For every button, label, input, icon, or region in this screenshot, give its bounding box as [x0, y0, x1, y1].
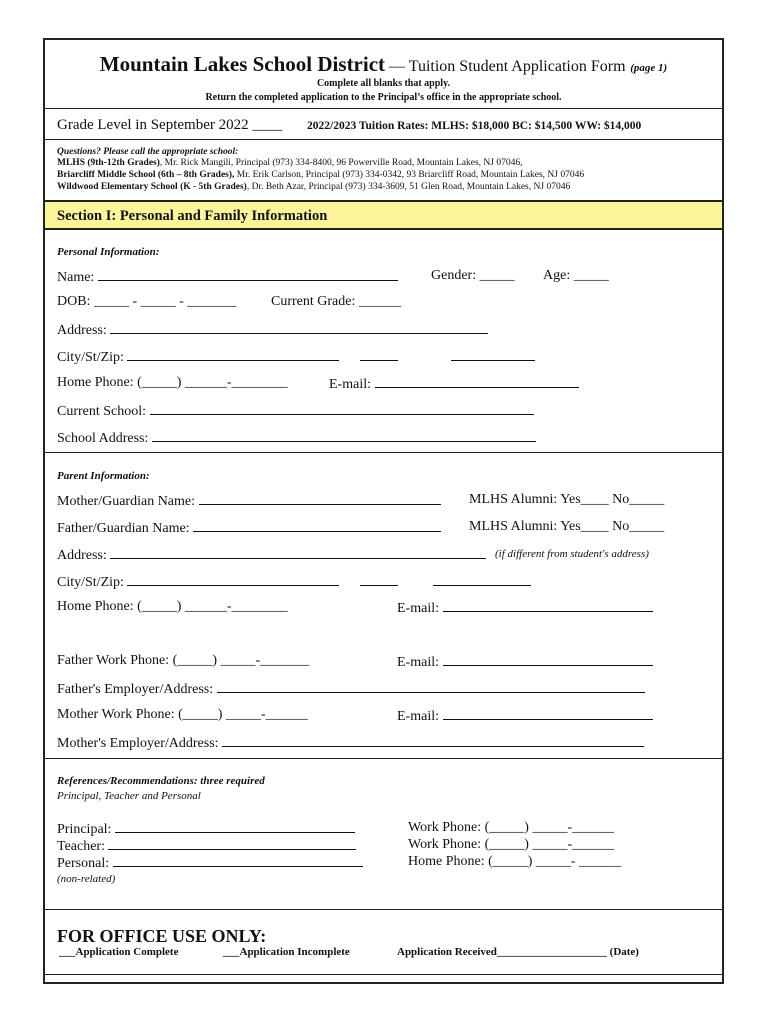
current-school-field[interactable]: Current School: [57, 402, 534, 420]
application-form [43, 38, 724, 984]
references-heading: References/Recommendations: three required [57, 775, 265, 787]
parent-email-field[interactable]: E-mail: [397, 599, 653, 617]
student-city-field[interactable]: City/St/Zip: [57, 348, 535, 366]
father-alumni-field[interactable]: MLHS Alumni: Yes____ No_____ [469, 519, 665, 534]
divider [45, 108, 722, 109]
reference-teacher-phone[interactable]: Work Phone: (_____) _____-______ [408, 837, 615, 852]
instruction-complete: Complete all blanks that apply. [316, 78, 451, 89]
instruction-return: Return the completed application to the Principal’s office in the appropriate school. [205, 92, 562, 103]
divider [45, 452, 722, 453]
reference-teacher-field[interactable]: Teacher: [57, 837, 356, 855]
mother-work-phone-field[interactable]: Mother Work Phone: (_____) _____-______ [57, 707, 308, 722]
school-contact-briarcliff: Briarcliff Middle School (6th – 8th Grades), Mr. Erik Carlson, Principal (973) 334-0342, 93 Briarcliff Road, Mountain Lakes, NJ 07046 [57, 170, 585, 180]
student-home-phone-field[interactable]: Home Phone: (_____) ______-________ [57, 375, 288, 390]
mother-alumni-field[interactable]: MLHS Alumni: Yes____ No_____ [469, 492, 665, 507]
references-subheading: Principal, Teacher and Personal [57, 790, 201, 802]
parent-info-heading: Parent Information: [57, 470, 150, 482]
divider [45, 974, 722, 975]
father-name-field[interactable]: Father/Guardian Name: [57, 519, 441, 537]
current-grade-field[interactable]: Current Grade: ______ [271, 294, 401, 309]
student-name-blank[interactable] [98, 268, 398, 281]
personal-info-heading: Personal Information: [57, 246, 160, 258]
mother-employer-field[interactable]: Mother's Employer/Address: [57, 734, 644, 752]
school-address-field[interactable]: School Address: [57, 429, 536, 447]
parent-city-field[interactable]: City/St/Zip: [57, 573, 531, 591]
section-1-title: Section I: Personal and Family Information [57, 208, 328, 224]
age-field[interactable]: Age: _____ [543, 268, 609, 283]
application-incomplete-check[interactable]: ___Application Incomplete [223, 946, 350, 958]
questions-heading: Questions? Please call the appropriate school: [57, 147, 239, 157]
school-contact-mlhs: MLHS (9th-12th Grades), Mr. Rick Mangili, Principal (973) 334-8400, 96 Powerville Road, Mountain Lakes, NJ 07046, [57, 158, 523, 168]
parent-address-field[interactable]: Address: [57, 546, 486, 564]
reference-personal-field[interactable]: Personal: [57, 854, 363, 872]
student-address-blank[interactable] [110, 321, 488, 334]
gender-field[interactable]: Gender: _____ [431, 268, 515, 283]
student-email-field[interactable]: E-mail: [329, 375, 579, 393]
divider [45, 909, 722, 910]
school-contact-wildwood: Wildwood Elementary School (K - 5th Grades), Dr. Beth Azar, Principal (973) 334-3609, 51 Glen Road, Mountain Lakes, NJ 07046 [57, 182, 571, 192]
student-address-field[interactable]: Address: [57, 321, 488, 339]
application-complete-check[interactable]: ___Application Complete [59, 946, 179, 958]
application-received-date[interactable]: Application Received____________________ (Date) [397, 946, 639, 958]
form-title [45, 52, 722, 77]
page-note: (page 1) [630, 62, 668, 74]
reference-personal-phone[interactable]: Home Phone: (_____) _____- ______ [408, 854, 622, 869]
mother-name-field[interactable]: Mother/Guardian Name: [57, 492, 441, 510]
reference-principal-phone[interactable]: Work Phone: (_____) _____-______ [408, 820, 615, 835]
divider [45, 758, 722, 759]
non-related-note: (non-related) [57, 873, 116, 885]
dob-field[interactable]: DOB: _____ - _____ - _______ [57, 294, 237, 309]
father-employer-field[interactable]: Father's Employer/Address: [57, 680, 645, 698]
parent-address-note: (if different from student's address) [495, 548, 649, 560]
section-1-header [45, 200, 722, 230]
district-name: Mountain Lakes School District [99, 52, 386, 76]
tuition-rates: 2022/2023 Tuition Rates: MLHS: $18,000 BC: $14,500 WW: $14,000 [307, 120, 642, 132]
reference-principal-field[interactable]: Principal: [57, 820, 355, 838]
parent-home-phone-field[interactable]: Home Phone: (_____) ______-________ [57, 599, 288, 614]
student-name-field[interactable]: Name: [57, 268, 398, 286]
form-name: — Tuition Student Application Form [385, 58, 626, 75]
grade-level-field[interactable]: Grade Level in September 2022 ____ [57, 117, 283, 133]
father-email-field[interactable]: E-mail: [397, 653, 653, 671]
mother-email-field[interactable]: E-mail: [397, 707, 653, 725]
office-use-title: FOR OFFICE USE ONLY: [57, 926, 267, 946]
father-work-phone-field[interactable]: Father Work Phone: (_____) _____-_______ [57, 653, 310, 668]
divider [45, 139, 722, 140]
